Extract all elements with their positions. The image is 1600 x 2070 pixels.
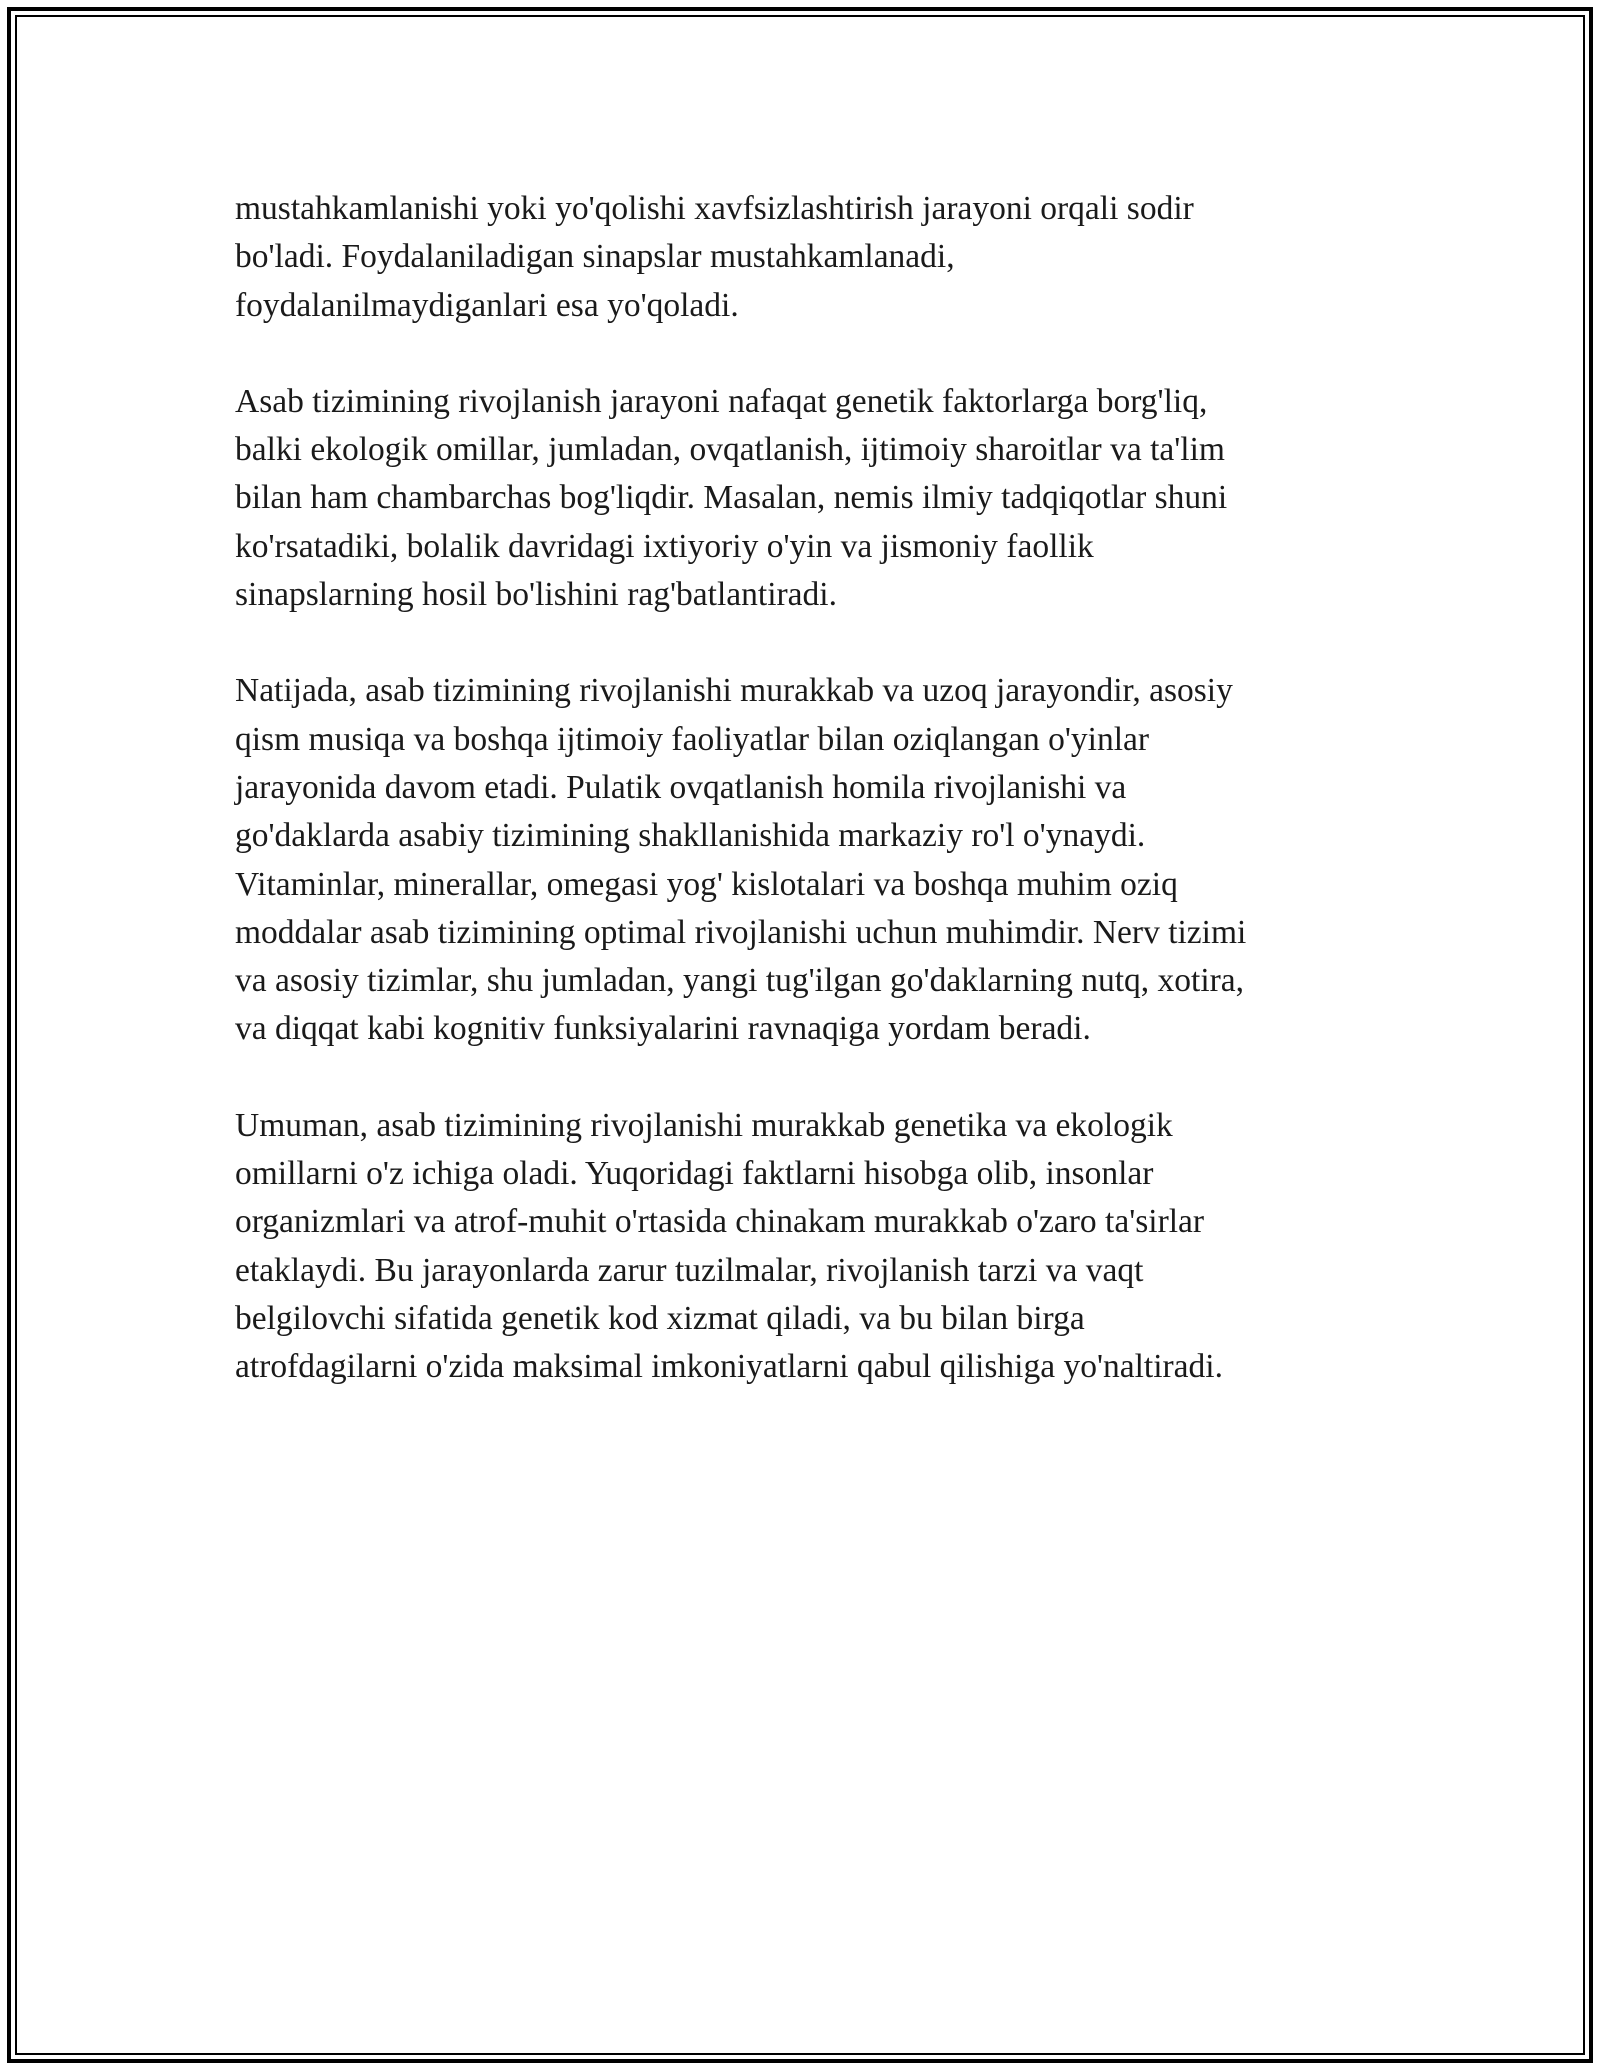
text-line: foydalanilmaydiganlari esa yo'qoladi. [235, 286, 739, 324]
text-line: balki ekologik omillar, jumladan, ovqatlanish, ijtimoiy sharoitlar va ta'lim [235, 431, 1225, 469]
text-line: Umuman, asab tizimining rivojlanishi murakkab genetika va ekologik [235, 1106, 1173, 1144]
text-line: moddalar asab tizimining optimal rivojlanishi uchun muhimdir. Nerv tizimi [235, 913, 1247, 951]
text-line: Vitaminlar, minerallar, omegasi yog' kislotalari va boshqa muhim oziq [235, 865, 1178, 903]
text-line: omillarni o'z ichiga oladi. Yuqoridagi faktlarni hisobga olib, insonlar [235, 1155, 1154, 1193]
text-line: qism musiqa va boshqa ijtimoiy faoliyatlar bilan oziqlangan o'yinlar [235, 720, 1150, 758]
text-line: mustahkamlanishi yoki yo'qolishi xavfsizlashtirish jarayoni orqali sodir [235, 190, 1194, 227]
paragraph-1 [235, 185, 1365, 330]
text-line: jarayonida davom etadi. Pulatik ovqatlanish homila rivojlanishi va [235, 768, 1127, 806]
text-line: sinapslarning hosil bo'lishini rag'batlantiradi. [235, 576, 837, 614]
text-line: go'daklarda asabiy tizimining shakllanishida markaziy ro'l o'ynaydi. [235, 817, 1146, 855]
paragraph-4 [235, 1102, 1365, 1392]
text-line: bo'ladi. Foydalaniladigan sinapslar mustahkamlanadi, [235, 238, 955, 276]
text-line: organizmlari va atrof-muhit o'rtasida chinakam murakkab o'zaro ta'sirlar [235, 1203, 1205, 1241]
text-line: atrofdagilarni o'zida maksimal imkoniyatlarni qabul qilishiga yo'naltiradi. [235, 1348, 1223, 1386]
text-line: Natijada, asab tizimining rivojlanishi murakkab va uzoq jarayondir, asosiy [235, 672, 1233, 710]
paragraph-2 [235, 378, 1365, 619]
text-line: ko'rsatadiki, bolalik davridagi ixtiyoriy o'yin va jismoniy faollik [235, 527, 1094, 565]
paragraph-3 [235, 667, 1365, 1053]
text-line: etaklaydi. Bu jarayonlarda zarur tuzilmalar, rivojlanish tarzi va vaqt [235, 1251, 1144, 1289]
text-line: va asosiy tizimlar, shu jumladan, yangi tug'ilgan go'daklarning nutq, xotira, [235, 962, 1245, 1000]
text-line: belgilovchi sifatida genetik kod xizmat qiladi, va bu bilan birga [235, 1299, 1085, 1337]
text-line: bilan ham chambarchas bog'liqdir. Masalan, nemis ilmiy tadqiqotlar shuni [235, 479, 1228, 517]
text-line: Asab tizimining rivojlanish jarayoni nafaqat genetik faktorlarga borg'liq, [235, 382, 1208, 420]
text-line: va diqqat kabi kognitiv funksiyalarini ravnaqiga yordam beradi. [235, 1010, 1091, 1048]
document-body [235, 185, 1365, 1440]
